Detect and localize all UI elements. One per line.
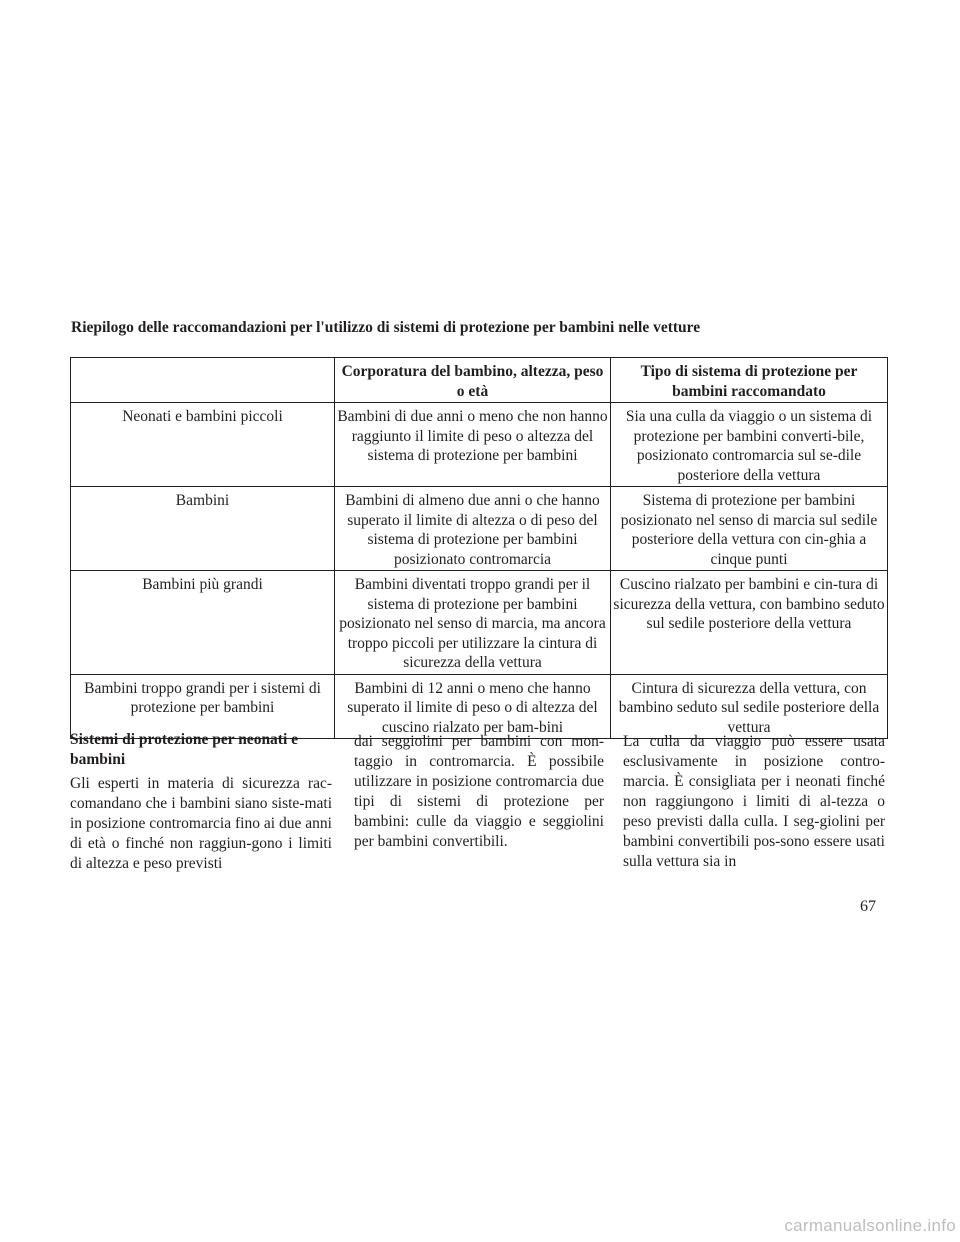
header-category xyxy=(71,358,335,403)
section-heading: Sistemi di protezione per neonati e bambini xyxy=(70,731,299,768)
cell-category: Bambini più grandi xyxy=(71,571,335,675)
body-paragraph: Gli esperti in materia di sicurezza rac-comandano che i bambini siano siste-mati in posizione contromarcia fino ai due anni di età o finché non raggiun-gono i limiti di altezza e peso previsti xyxy=(70,775,332,872)
body-paragraph: La culla da viaggio può essere usata esclusivamente in posizione contro-marcia. È consigliata per i neonati finché non raggiungono i limiti di al-tezza o peso previsti dalla culla. I seg-giolini per bambini convertibili pos-sono essere usati sulla vettura sia in xyxy=(623,733,885,870)
cell-restraint-type: Cintura di sicurezza della vettura, con bambino seduto sul sedile posteriore della vettura xyxy=(611,674,888,739)
cell-restraint-type: Sia una culla da viaggio o un sistema di protezione per bambini converti-bile, posizionato contromarcia sul se-dile posteriore della vettura xyxy=(611,403,888,487)
table-row xyxy=(71,487,888,571)
body-paragraph: dai seggiolini per bambini con mon-taggio in contromarcia. È possibile utilizzare in posizione contromarcia due tipi di sistemi di protezione per bambini: culle da viaggio e seggiolini per bambini convertibili. xyxy=(354,733,604,850)
cell-child-size: Bambini di almeno due anni o che hanno superato il limite di altezza o di peso del sistema di protezione per bambini posizionato contromarcia xyxy=(335,487,611,571)
page-number: 67 xyxy=(860,898,876,915)
recommendations-table xyxy=(70,357,888,739)
cell-category: Bambini troppo grandi per i sistemi di protezione per bambini xyxy=(71,674,335,739)
cell-restraint-type: Cuscino rialzato per bambini e cin-tura di sicurezza della vettura, con bambino seduto sul sedile posteriore della vettura xyxy=(611,571,888,675)
cell-child-size: Bambini di due anni o meno che non hanno raggiunto il limite di peso o altezza del sistema di protezione per bambini xyxy=(335,403,611,487)
table-row xyxy=(71,674,888,739)
watermark: carmanualsonline.info xyxy=(784,1216,956,1235)
page-title: Riepilogo delle raccomandazioni per l'utilizzo di sistemi di protezione per bambini nelle vetture xyxy=(71,319,701,336)
table-header-row xyxy=(71,358,888,403)
cell-restraint-type: Sistema di protezione per bambini posizionato nel senso di marcia sul sedile posteriore della vettura con cin-ghia a cinque punti xyxy=(611,487,888,571)
table-row xyxy=(71,403,888,487)
header-child-size: Corporatura del bambino, altezza, peso o età xyxy=(335,358,611,403)
cell-category: Bambini xyxy=(71,487,335,571)
cell-child-size: Bambini diventati troppo grandi per il sistema di protezione per bambini posizionato nel senso di marcia, ma ancora troppo piccoli per utilizzare la cintura di sicurezza della vettura xyxy=(335,571,611,675)
cell-child-size: Bambini di 12 anni o meno che hanno superato il limite di peso o di altezza del cuscino rialzato per bam-bini xyxy=(335,674,611,739)
cell-category: Neonati e bambini piccoli xyxy=(71,403,335,487)
header-restraint-type: Tipo di sistema di protezione per bambini raccomandato xyxy=(611,358,888,403)
table-row xyxy=(71,571,888,675)
